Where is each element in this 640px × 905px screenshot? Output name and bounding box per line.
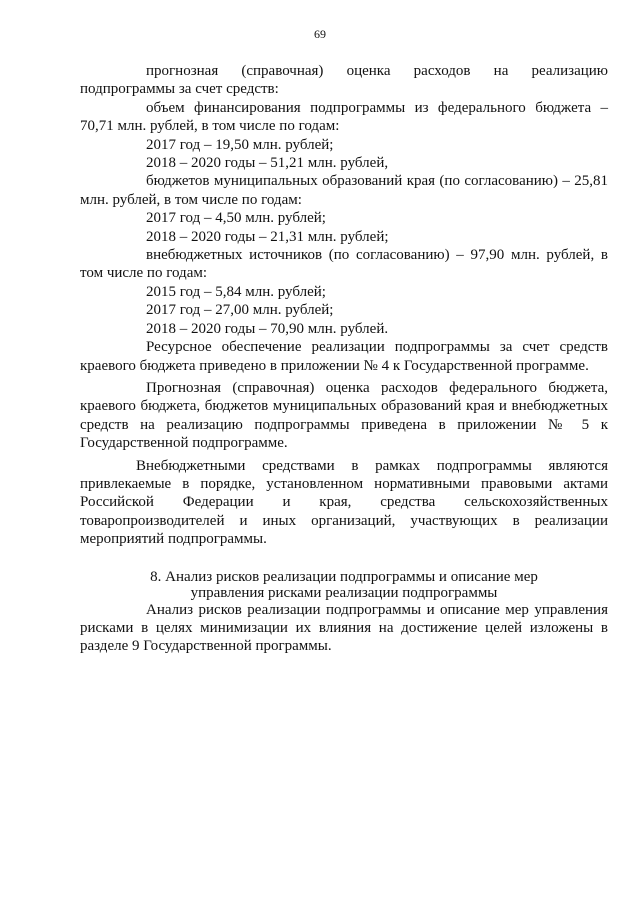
paragraph-forecast-appendix: Прогнозная (справочная) оценка расходов федерального бюджета, краевого бюджета, бюджетов муниципальных образований края и внебюджетных средств на реализацию подпрограммы приведена в приложении № 5 к Государственной подпрограмме.: [80, 379, 608, 452]
paragraph-municipal-budget: бюджетов муниципальных образований края (по согласованию) – 25,81 млн. рублей, в том числе по годам:: [80, 173, 608, 208]
section-heading-line2: управления рисками реализации подпрограммы: [190, 584, 498, 601]
paragraph-federal-2017: 2017 год – 19,50 млн. рублей;: [146, 136, 334, 153]
paragraph-federal-budget: объем финансирования подпрограммы из федерального бюджета – 70,71 млн. рублей, в том числе по годам:: [80, 99, 608, 135]
paragraph-resource-provision: Ресурсное обеспечение реализации подпрограммы за счет средств краевого бюджета приведено в приложении № 4 к Государственной программе.: [80, 339, 608, 374]
paragraph-risk-analysis: Анализ рисков реализации подпрограммы и описание мер управления рисками в целях минимизации их влияния на достижение целей изложены в разделе 9 Государственной программы.: [80, 601, 608, 655]
paragraph-extrabudgetary-definition: Внебюджетными средствами в рамках подпрограммы являются привлекаемые в порядке, установленном нормативными правовыми актами Российской Федерации и края, средства сельскохозяйственных товаропроизводителей и иных организаций, участвующих в реализации мероприятий подпрограммы.: [80, 457, 608, 548]
paragraph-forecast-intro: прогнозная (справочная) оценка расходов на реализацию подпрограммы за счет средств:: [80, 63, 608, 98]
section-heading: [80, 569, 608, 601]
paragraph-extrabudgetary-2018-2020: 2018 – 2020 годы – 70,90 млн. рублей.: [146, 320, 389, 337]
paragraph-extrabudgetary-2015: 2015 год – 5,84 млн. рублей;: [146, 283, 326, 300]
paragraph-municipal-2018-2020: 2018 – 2020 годы – 21,31 млн. рублей;: [146, 228, 389, 245]
paragraph-municipal-2017: 2017 год – 4,50 млн. рублей;: [146, 210, 326, 227]
paragraph-extrabudgetary: внебюджетных источников (по согласованию) – 97,90 млн. рублей, в том числе по годам:: [80, 247, 608, 282]
page-number: 69: [314, 27, 326, 41]
paragraph-extrabudgetary-2017: 2017 год – 27,00 млн. рублей;: [146, 302, 334, 319]
page-content: [80, 62, 608, 656]
paragraph-federal-2018-2020: 2018 – 2020 годы – 51,21 млн. рублей,: [146, 155, 389, 172]
section-heading-line1: 8. Анализ рисков реализации подпрограммы и описание мер: [150, 568, 538, 585]
